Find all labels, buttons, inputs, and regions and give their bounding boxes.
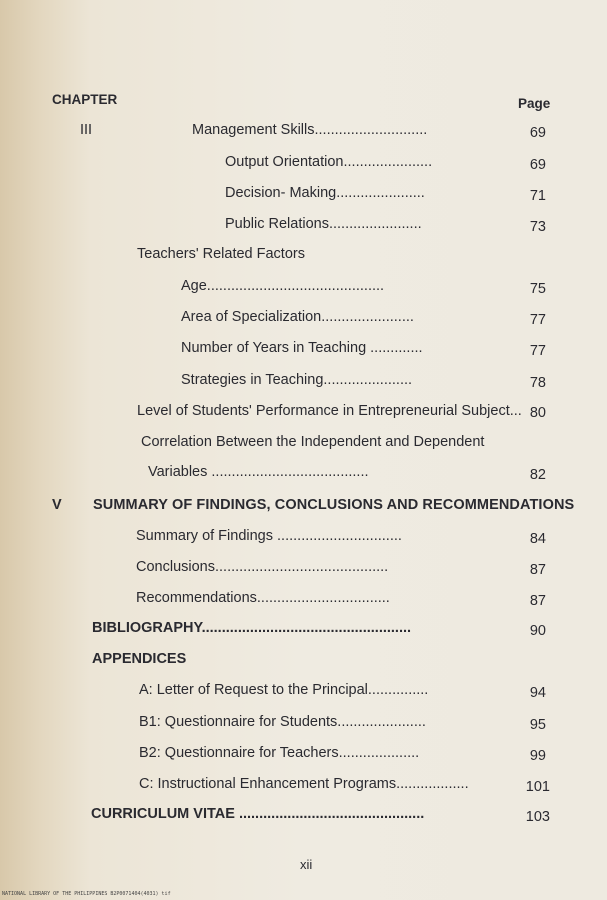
toc-page: 87	[529, 593, 546, 609]
page-heading: Page	[518, 96, 551, 111]
toc-entry: Public Relations.......................	[225, 216, 422, 232]
toc-entry: Number of Years in Teaching .............	[181, 340, 423, 356]
toc-page: 77	[529, 312, 546, 328]
toc-entry: Recommendations.................................	[136, 590, 390, 606]
toc-page: 73	[529, 219, 546, 235]
toc-entry: Decision- Making......................	[225, 185, 425, 201]
toc-page: 69	[529, 157, 546, 173]
toc-entry: Summary of Findings ...............................	[136, 528, 402, 544]
toc-page: 95	[529, 717, 546, 733]
curriculum-vitae-entry: CURRICULUM VITAE ..............................................	[91, 806, 425, 822]
scan-footer-stamp: NATIONAL LIBRARY OF THE PHILIPPINES B2P0071404(4031) tif	[2, 891, 171, 897]
toc-section-heading: Teachers' Related Factors	[137, 246, 305, 262]
toc-page: 77	[529, 343, 546, 359]
toc-entry: Correlation Between the Independent and Dependent	[141, 434, 485, 450]
chapter-number-iii: III	[80, 122, 93, 138]
toc-page: 87	[529, 562, 546, 578]
toc-page: 71	[529, 188, 546, 204]
bibliography-entry: BIBLIOGRAPHY....................................................	[92, 620, 412, 636]
page-number: xii	[300, 857, 313, 872]
toc-entry: A: Letter of Request to the Principal...............	[139, 682, 429, 698]
toc-entry: B1: Questionnaire for Students......................	[139, 714, 426, 730]
chapter-heading: CHAPTER	[52, 92, 118, 107]
toc-entry: Level of Students' Performance in Entrepreneurial Subject...	[137, 403, 522, 419]
toc-entry: Area of Specialization.......................	[181, 309, 414, 325]
chapter-title: SUMMARY OF FINDINGS, CONCLUSIONS AND RECOMMENDATIONS	[93, 497, 575, 513]
toc-entry: Conclusions...........................................	[136, 559, 389, 575]
toc-page: 80	[529, 405, 546, 421]
toc-entry: Strategies in Teaching......................	[181, 372, 413, 388]
appendices-heading: APPENDICES	[92, 651, 187, 667]
toc-entry: Output Orientation......................	[225, 154, 433, 170]
toc-entry: B2: Questionnaire for Teachers....................	[139, 745, 420, 761]
toc-entry: C: Instructional Enhancement Programs..................	[139, 776, 469, 792]
toc-page: 82	[529, 467, 546, 483]
toc-page: 90	[529, 623, 546, 639]
toc-entry: Age............................................	[181, 278, 385, 294]
toc-page: 75	[529, 281, 546, 297]
toc-page: 69	[529, 125, 546, 141]
toc-page: 103	[525, 809, 550, 825]
toc-page: 99	[529, 748, 546, 764]
toc-page: 78	[529, 375, 546, 391]
toc-page: 94	[529, 685, 546, 701]
toc-page: 101	[525, 779, 550, 795]
chapter-number-v: V	[52, 497, 62, 513]
toc-entry: Variables .......................................	[148, 464, 369, 480]
toc-entry: Management Skills............................	[192, 122, 428, 138]
toc-page: 84	[529, 531, 546, 547]
